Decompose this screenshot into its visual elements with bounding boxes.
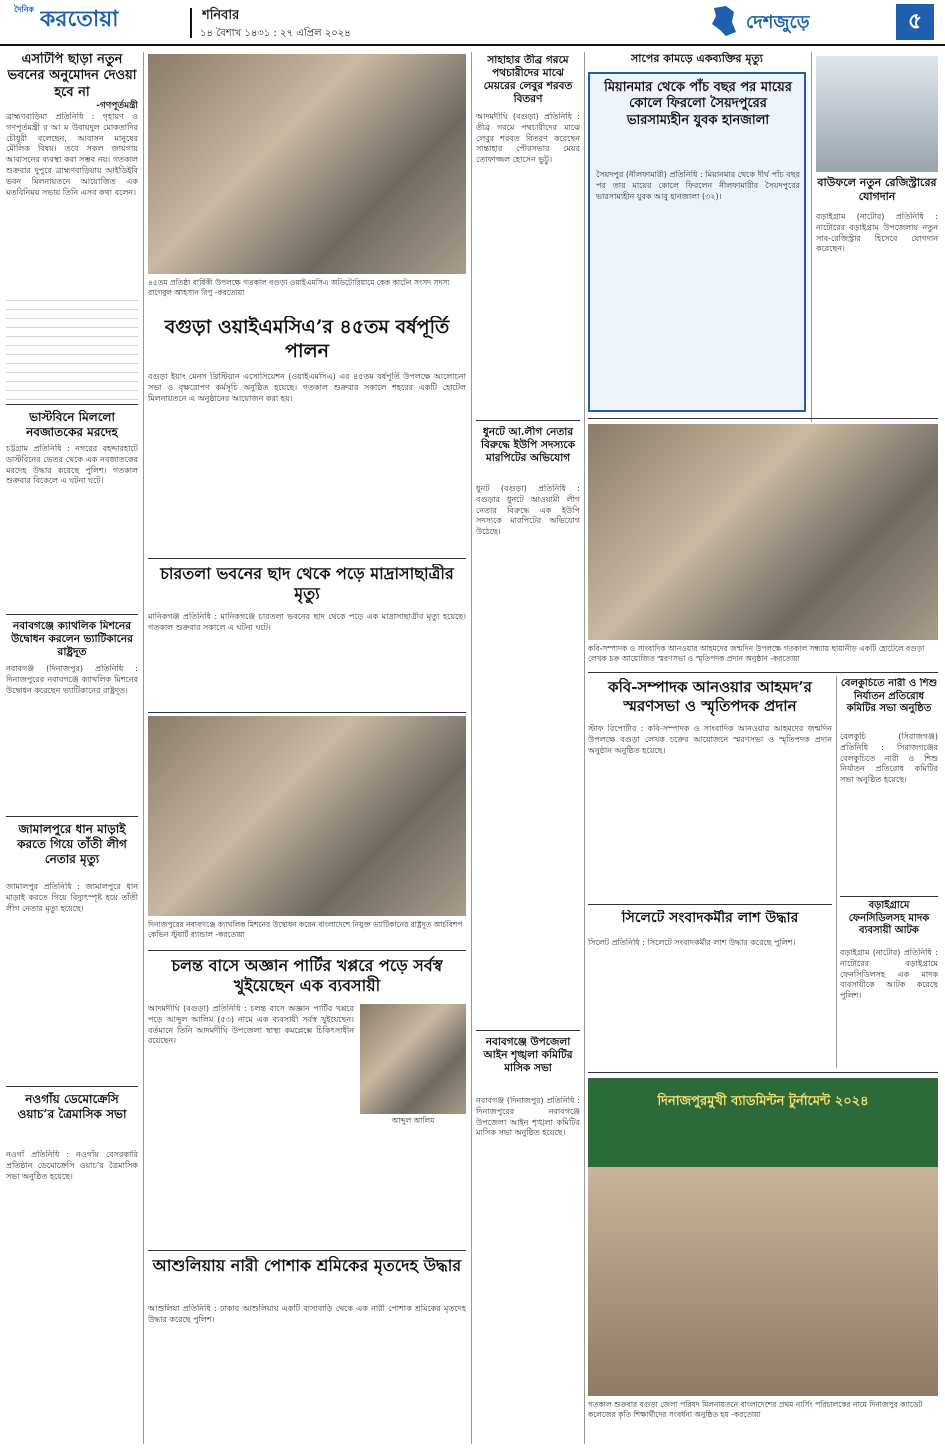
masthead-divider bbox=[190, 8, 192, 38]
rule bbox=[588, 1072, 938, 1073]
photo2-caption: দিনাজপুরের নবাবগঞ্জে ক্যাথলিক মিশনের উদ্বোধন করেন বাংলাদেশে নিযুক্ত ভ্যাটিকানের রাষ্ট্রদূত আর্চবিশপ কেভিন স্টুয়ার্ট র‍্যান্ডাল -করতোয়া bbox=[148, 920, 463, 939]
body-s6: বগুড়া ইয়াং মেনস খ্রিস্টিয়ান এসোসিয়েশন (ওয়াইএমসিএ) এর ৪৫তম বর্ষপূর্তি উপলক্ষে আলোচনা সভা ও বৃক্ষরোপণ কর্মসূচি অনুষ্ঠিত হয়েছে। গতকাল শুক্রবার সকালে শহরের একটি হোটেল মিলনায়তনে এ অনুষ্ঠানের আয়োজন করা হয়। bbox=[148, 372, 466, 403]
rule bbox=[6, 1086, 138, 1087]
rule bbox=[148, 950, 466, 951]
body-s18: বড়াইগ্রাম (নাটোর) প্রতিনিধি : নাটোরের বড়াইগ্রাম উপজেলায় নতুন সাব-রেজিস্ট্রার হিসেবে যোগদান করেছেন। bbox=[816, 212, 938, 254]
headline-s11: ধুনটে আ.লীগ নেতার বিরুদ্ধে ইউপি সদস্যকে মারপিটের অভিযোগ bbox=[481, 426, 575, 465]
rule bbox=[148, 712, 466, 713]
column-divider bbox=[471, 52, 472, 1444]
rule bbox=[588, 672, 938, 673]
body-s4: জামালপুর প্রতিনিধি : জামালপুরে ধান মাড়াই করতে গিয়ে বিদ্যুৎস্পৃষ্ট হয়ে তাঁতী লীগ নেতার মৃত্যু হয়েছে। bbox=[6, 882, 138, 913]
photo3-caption: আব্দুল আলিম bbox=[391, 1116, 435, 1125]
rule bbox=[840, 896, 938, 897]
rule bbox=[476, 420, 580, 421]
memorial-event-photo bbox=[588, 424, 938, 640]
rule bbox=[148, 1250, 466, 1251]
headline-s6: বগুড়া ওয়াইএমসিএ’র ৪৫তম বর্ষপূর্তি পালন bbox=[164, 316, 450, 362]
body-s17: সৈয়দপুর (নীলফামারী) প্রতিনিধি : মিয়ানমার থেকে দীর্ঘ পাঁচ বছর পর তার মায়ের কোলে ফিরলেন নীলফামারীর সৈয়দপুরের ভারসাম্যহীন যুবক আবু হানজালা (৩২)। bbox=[596, 170, 800, 201]
bangladesh-map-icon bbox=[708, 4, 740, 38]
day: শনিবার bbox=[202, 8, 240, 23]
column-divider bbox=[836, 676, 837, 1068]
column-divider bbox=[143, 52, 144, 1444]
headline-s9: আশুলিয়ায় নারী পোশাক শ্রমিকের মৃতদেহ উদ্ধার bbox=[152, 1256, 462, 1275]
bordered-story-box bbox=[588, 72, 806, 412]
headline-s3: নবাবগঞ্জে ক্যাথলিক মিশনের উদ্বোধন করলেন ভ্যাটিকানের রাষ্ট্রদূত bbox=[11, 620, 133, 659]
body-s5: নওগাঁ প্রতিনিধি : নওগাঁয় বেসরকারি প্রতিষ্ঠান ডেমোক্রেসি ওয়াচ’র ত্রৈমাসিক সভা অনুষ্ঠিত হয়েছে। bbox=[6, 1150, 138, 1181]
banner-text: দিনাজপুরমুখী ব্যাডমিন্টন টুর্নামেন্ট ২০২৪ bbox=[657, 1094, 869, 1109]
body-s10: আদমদীঘি (বগুড়া) প্রতিনিধি : তীব্র গরমে পথচারীদের মাঝে লেবুর শরবত বিতরণ করেছেন সান্তাহার পৌরসভার মেয়র তোফাজ্জল হোসেন ভুট্টু। bbox=[476, 112, 580, 165]
body-s21: সিলেট প্রতিনিধি : সিলেটে সংবাদকর্মীর লাশ উদ্ধার করেছে পুলিশ। bbox=[588, 938, 796, 947]
headline-s12-top: সাপের কামড়ে একব্যক্তির মৃত্যু bbox=[631, 52, 763, 65]
headline-s18: বাউফলে নতুন রেজিস্ট্রারের যোগদান bbox=[817, 176, 937, 203]
page-number-text: ৫ bbox=[907, 9, 923, 34]
headline-s5: নওগাঁয় ডেমোক্রেসি ওয়াচ’র ত্রৈমাসিক সভা bbox=[17, 1092, 127, 1121]
catholic-mission-photo bbox=[148, 716, 466, 916]
body-s19: স্টাফ রিপোর্টার : কবি-সম্পাদক ও সাংবাদিক আনওয়ার আহমদের জন্মদিন উপলক্ষে বগুড়া লেখক চক্রের আয়োজনে স্মরণসভা ও স্মৃতিপদক প্রদান অনুষ্ঠান অনুষ্ঠিত হয়েছে। bbox=[588, 724, 832, 755]
body-s7: মানিকগঞ্জ প্রতিনিধি : মানিকগঞ্জে চারতলা ভবনের ছাদ থেকে পড়ে এক মাদ্রাসাছাত্রীর মৃত্যু হয়েছে। গতকাল শুক্রবার সকালে এ ঘটনা ঘটে। bbox=[148, 612, 466, 632]
rule bbox=[6, 816, 138, 817]
section-logo bbox=[708, 4, 894, 40]
registrar-portrait bbox=[816, 56, 938, 172]
headline-s22: বড়াইগ্রামে ফেনসিডিলসহ মাদক ব্যবসায়ী আটক bbox=[848, 900, 930, 936]
body-s8: আদমদীঘি (বগুড়া) প্রতিনিধি : চলন্ত বাসে অজ্ঞান পার্টির খপ্পরে পড়ে আব্দুল আলিম (৫৩) নামে এক ব্যবসায়ী সর্বস্ব খুইয়েছেন। বর্তমানে তিনি আদমদীঘি উপজেলা স্বাস্থ্য কমপ্লেক্সে চিকিৎসাধীন রয়েছেন। bbox=[148, 1004, 354, 1046]
photo5-caption: গতকাল শুক্রবার বগুড়া জেলা পরিষদ মিলনায়তনে বাংলাদেশের প্রথম নার্সিং পরিচালকের নামে দিনাজপুর ক্যাডেট কলেজের কৃতি শিক্ষার্থীদের সংবর্ধনা অনুষ্ঠিত হয় -করতোয়া bbox=[588, 1400, 923, 1419]
body-s22: বড়াইগ্রাম (নাটোর) প্রতিনিধি : নাটোরের বড়াইগ্রামে ফেনসিডিলসহ এক মাদক ব্যবসায়ীকে আটক করেছে পুলিশ। bbox=[840, 948, 938, 1001]
body-s9: আশুলিয়া প্রতিনিধি : ঢাকার আশুলিয়ায় একটি বাসাবাড়ি থেকে এক নারী পোশাক শ্রমিকের মৃতদেহ উদ্ধার করেছে পুলিশ। bbox=[148, 1304, 466, 1324]
victim-photo bbox=[360, 1004, 466, 1114]
body-s2: চট্টগ্রাম প্রতিনিধি : নগরের বহদ্দারহাটে ডাস্টবিনের ভেতর থেকে এক নবজাতকের মরদেহ উদ্ধার করেছে পুলিশ। গতকাল শুক্রবার বিকেলে এ ঘটনা ঘটে। bbox=[6, 444, 138, 486]
body-s15: নবাবগঞ্জ (দিনাজপুর) প্রতিনিধি : দিনাজপুরের নবাবগঞ্জে উপজেলা আইন শৃঙ্খলা কমিটির মাসিক সভা অনুষ্ঠিত হয়েছে। bbox=[476, 1096, 580, 1138]
headline-s15: নবাবগঞ্জে উপজেলা আইন শৃঙ্খলা কমিটির মাসিক সভা bbox=[483, 1036, 573, 1075]
ymca-event-photo bbox=[148, 54, 466, 274]
headline-s2: ভাস্টবিনে মিললো নবজাতকের মরদেহ bbox=[26, 410, 118, 439]
rule bbox=[588, 904, 832, 905]
headline-s19: কবি-সম্পাদক আনওয়ার আহমদ’র স্মরণসভা ও স্মৃতিপদক প্রদান bbox=[608, 678, 812, 715]
rule bbox=[6, 614, 138, 615]
headline-s8: চলন্ত বাসে অজ্ঞান পার্টির খপ্পরে পড়ে সর্বস্ব খুইয়েছেন এক ব্যবসায়ী bbox=[171, 956, 443, 995]
headline-s10: সাহাহার তীব্র গরমে পথচারীদের মাঝে মেয়রের লেবুর শরবত বিতরণ bbox=[483, 54, 573, 106]
paper-name: করতোয়া bbox=[40, 6, 119, 32]
masthead bbox=[0, 0, 945, 46]
body-s1: ব্রাহ্মণবাড়িয়া প্রতিনিধি : গৃহায়ণ ও গণপূর্তমন্ত্রী র আ ম উবায়দুল মোকতাদির চৌধুরী বলেছেন, আবাসন মানুষের মৌলিক বিষয়। তবে সকল জায়গায় আবাসনের ব্যবস্থা করা সম্ভব নয়। গতকাল শুক্রবার দুপুরে ব্রাহ্মণবাড়িয়ায় আইডিইবি ভবন মিলনায়তনে আয়োজিত এক মতবিনিময় সভায় তিনি এসব কথা বলেন। bbox=[6, 112, 138, 197]
rule bbox=[6, 404, 138, 405]
column-divider bbox=[811, 52, 812, 422]
headline-s17: মিয়ানমার থেকে পাঁচ বছর পর মায়ের কোলে ফিরলো সৈয়দপুরের ভারসাম্যহীন যুবক হানজালা bbox=[604, 80, 792, 128]
body-s11: ধুনট (বগুড়া) প্রতিনিধি : বগুড়ার ধুনটে আওয়ামী লীগ নেতার বিরুদ্ধে এক ইউপি সদস্যকে মারপিটের অভিযোগ উঠেছে। bbox=[476, 484, 580, 537]
body-s20: বেলকুচি (সিরাজগঞ্জ) প্রতিনিধি : সিরাজগঞ্জের বেলকুচিতে নারী ও শিশু নির্যাতন প্রতিরোধ কমিটির সভা অনুষ্ঠিত হয়েছে। bbox=[840, 732, 938, 785]
headline-s20: বেলকুচিতে নারী ও শিশু নির্যাতন প্রতিরোধ কমিটির সভা অনুষ্ঠিত bbox=[840, 678, 938, 714]
headline-s21: সিলেটে সংবাদকর্মীর লাশ উদ্ধার bbox=[621, 910, 799, 926]
column-divider bbox=[584, 52, 585, 1444]
body-s3: নবাবগঞ্জ (দিনাজপুর) প্রতিনিধি : দিনাজপুরের নবাবগঞ্জে ক্যাথলিক মিশনের উদ্বোধন করেছেন ভ্যাটিকানের রাষ্ট্রদূত। bbox=[6, 664, 138, 695]
headline-s4: জামালপুরে ধান মাড়াই করতে গিয়ে তাঁতী লীগ নেতার মৃত্যু bbox=[17, 822, 127, 866]
rule bbox=[148, 558, 466, 559]
headline-s1: এসটিপি ছাড়া নতুন ভবনের অনুমোদন দেওয়া হবে না bbox=[7, 52, 137, 100]
photo1-caption: ৪৫তম প্রতিষ্ঠা বার্ষিকী উপলক্ষে গতকাল বগুড়া ওয়াইএমসিএ অডিটোরিয়ামে কেক কাটেন সংসদ সদস্য রাগেবুল আহসান রিপু -করতোয়া bbox=[148, 278, 450, 297]
page-number bbox=[896, 4, 934, 40]
paper-small: দৈনিক bbox=[14, 5, 35, 14]
section-title: দেশজুড়ে bbox=[746, 12, 810, 33]
date: ১৪ বৈশাখ ১৪৩১ : ২৭ এপ্রিল ২০২৪ bbox=[200, 28, 351, 39]
award-event-photo bbox=[588, 1078, 938, 1396]
body-s1-continued bbox=[6, 300, 138, 400]
rule bbox=[588, 418, 938, 419]
attrib-s1: -গণপূর্তমন্ত্রী bbox=[96, 101, 138, 111]
photo4-caption: কবি-সম্পাদক ও সাংবাদিক আনওয়ার আহমদের জন্মদিন উপলক্ষে গতকাল সন্ধ্যায় ছায়ানীড় একটি হোটেলে বগুড়া লেখক চক্র আয়োজিত স্মরণসভা ও স্মৃতিপদক প্রদান অনুষ্ঠান -করতোয়া bbox=[588, 644, 925, 663]
rule bbox=[476, 1030, 580, 1031]
headline-s7: চারতলা ভবনের ছাদ থেকে পড়ে মাদ্রাসাছাত্রীর মৃত্যু bbox=[160, 564, 454, 603]
